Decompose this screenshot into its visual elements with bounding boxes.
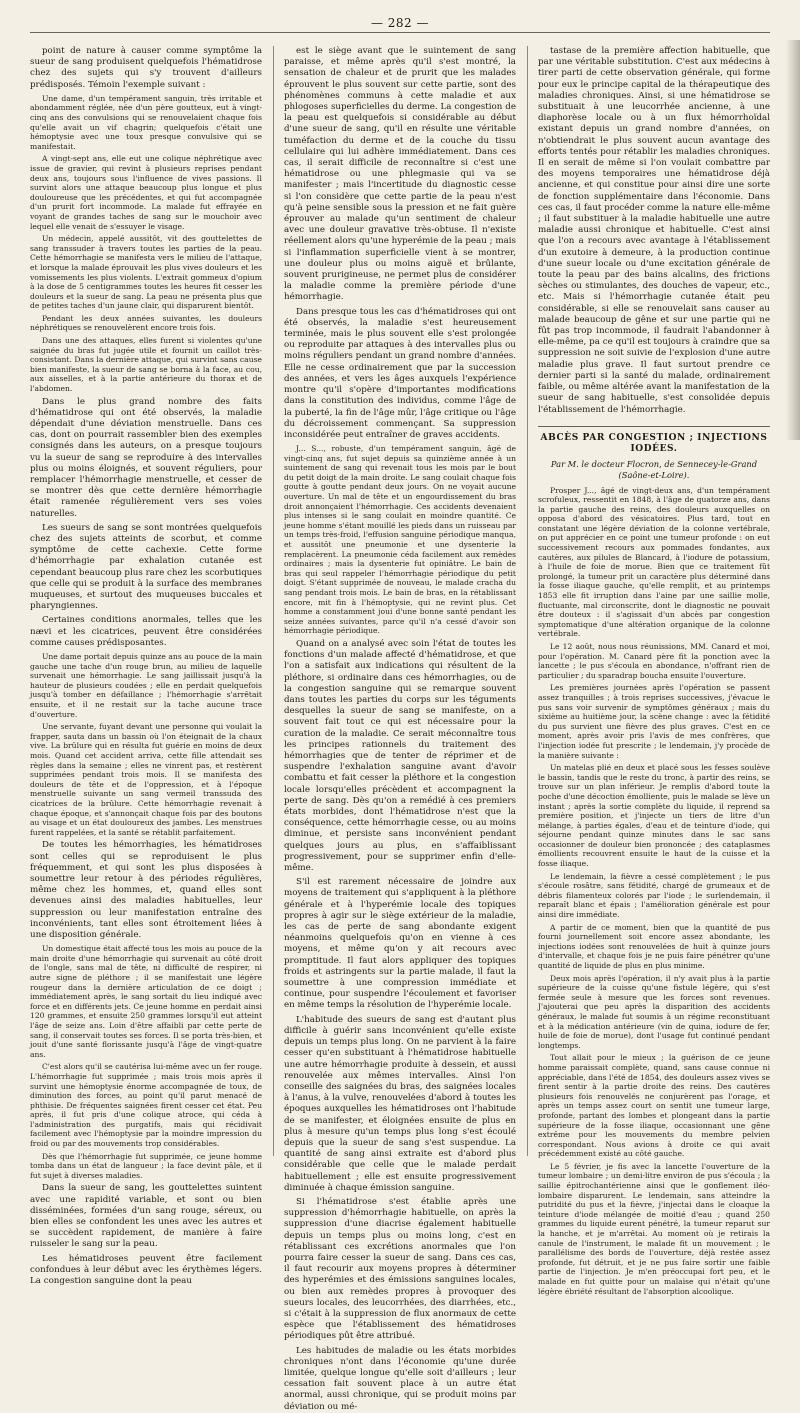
paragraph: Dans une des attaques, elles furent si violentes qu'une saignée du bras fut jugée utile et fournit un caillot très-consistant. Dans la dernière attaque, qui survint sans cause bien manifeste, la sueur de sang se borna à la face, au cou, aux aisselles, et à la partie antérieure du thorax et de l'abdomen. [30, 336, 262, 394]
paragraph: Les premières journées après l'opération se passent assez tranquilles ; à trois reprises successives, j'évacue le pus sans voir survenir de symptômes généraux ; mais du sixième au huitième jour, la scène change : avec la fétidité du pus survient une fièvre des plus graves. C'est en ce moment, après avoir pris l'avis de mes confrères, que l'injection iodée fut prescrite ; le lendemain, j'y procède de la manière suivante : [538, 683, 770, 760]
paragraph: Prosper J..., âgé de vingt-deux ans, d'un tempérament scrofuleux, ressentit en 1848, à l'âge de quatorze ans, dans la partie gauche des reins, des douleurs auxquelles on opposa d'abord des vésicatoires. Plus tard, tout en constatant une légère déviation de la colonne vertébrale, on put apprécier en ce point une tumeur profonde : on eut successivement recours aux pommades fondantes, aux cautères, aux pilules de Blancard, à l'iodure de potassium, à l'huile de foie de morue. Bien que ce traitement fût prolongé, la tumeur prit un caractère plus déterminé dans la fosse iliaque gauche, qu'elle remplit, et au printemps 1853 elle fit irruption dans l'aine par une saillie molle, fluctuante, mal circonscrite, dont le diagnostic ne pouvait être douteux : il s'agissait d'un abcès par congestion symptomatique d'une altération organique de la colonne vertébrale. [538, 485, 770, 639]
column-divider [273, 46, 274, 1156]
paragraph: Dans la sueur de sang, les gouttelettes suintent avec une rapidité variable, et sont ou bien disséminées, formées d'un sang rouge, séreux, ou bien elles se confondent les unes avec les autres et se succèdent rapidement, de manière à faire ruisseler le sang sur la peau. [30, 1183, 262, 1250]
paragraph: Dans presque tous les cas d'hématidroses qui ont été observés, la maladie s'est heureusement terminée, mais le plus souvent elle s'est prolongée ou reproduite par attaques à des intervalles plus ou moins réguliers pendant un grand nombre d'années. Elle ne cesse ordinairement que par la succession des années, et vers les âges auxquels l'expérience montre qu'il s'opère d'importantes modifications dans la constitution des individus, comme l'âge de la puberté, la fin de l'âge mûr, l'âge critique ou l'âge du décroissement commençant. Sa suppression inconsidérée peut entraîner de graves accidents. [284, 306, 516, 440]
paragraph: Le 12 août, nous nous réunissions, MM. Canard et moi, pour l'opération. M. Canard père fit la ponction avec la lancette ; le pus s'écoula en abondance, n'offrant rien de particulier ; du sparadrap boucha ensuite l'ouverture. [538, 642, 770, 680]
column-right-top [538, 46, 770, 416]
paragraph: Les hématidroses peuvent être facilement confondues à leur début avec les érythèmes légers. La congestion sanguine dont la peau [30, 1253, 262, 1287]
page-edge-shadow [786, 40, 800, 440]
paragraph: Dans le plus grand nombre des faits d'hématidrose qui ont été observés, la maladie dépendait d'une déviation menstruelle. Dans ces cas, dont on pourrait rassembler bien des exemples consignés dans les auteurs, on a presque toujours vu la sueur de sang se reproduire à des intervalles plus ou moins éloignés, et souvent réguliers, pour remplacer l'hémorrhagie menstruelle, et cesser de se montrer dès que cette dernière hémorrhagie était ramenée régulièrement vers ses voies naturelles. [30, 396, 262, 519]
paragraph: Si l'hématidrose s'est établie après une suppression d'hémorrhagie habituelle, on après la suppression d'une diacrise également habituelle depuis un temps plus ou moins long, c'est en rétablissant ces excrétions anormales que l'on pourra faire cesser la sueur de sang. Dans ces cas, il faut recourir aux moyens propres à déterminer des hyperémies et des émissions sanguines locales, ou bien aux remèdes propres à provoquer des sueurs locales, des leucorrhées, des diarrhées, etc., si c'était à la suppression de flux anormaux de cette espèce que l'établissement des hématidroses périodiques pût être attribué. [284, 1196, 516, 1342]
paragraph: Un matelas plié en deux et placé sous les fesses soulève le bassin, tandis que le reste du tronc, à partir des reins, se trouve sur un plan inférieur. Je remplis d'abord toute la poche d'une décoction émolliente, puis le malade se lève un instant ; après la sortie complète du liquide, il reprend sa première position, et j'injecte un tiers de litre d'un mélange, à parties égales, d'eau et de teinture d'iode, qui séjourne pendant quinze minutes dans le sac sans occasionner de douleur bien prononcée ; des cataplasmes émollients recouvrent ensuite le haut de la cuisse et la fosse iliaque. [538, 763, 770, 869]
paragraph: Un médecin, appelé aussitôt, vit des gouttelettes de sang transsuder à travers toutes les parties de la peau. Cette hémorrhagie se manifesta vers le milieu de l'attaque, et lorsque la malade éprouvait les plus vives douleurs et les vomissements les plus violents. L'extrait gommeux d'opium à la dose de 5 centigrammes toutes les heures fit cesser les douleurs et la sueur de sang. La peau ne présenta plus que de petites taches d'un jaune clair, qui disparurent bientôt. [30, 234, 262, 311]
paragraph: De toutes les hémorrhagies, les hématidroses sont celles qui se reproduisent le plus fréquemment, et qui sont les plus disposées à soumettre leur retour à des périodes régulières, même chez les hommes, et, quand elles sont devenues ainsi des maladies habituelles, leur suppression ou leur manifestation entraîne des inconvénients, tant elles sont étroitement liées à une disposition générale. [30, 840, 262, 940]
paragraph: A partir de ce moment, bien que la quantité de pus fourni journellement soit encore assez abondante, les injections iodées sont renouvelées de huit à quinze jours d'intervalle, et chaque fois je ne puis faire pénétrer qu'une quantité de liquide de plus en plus minime. [538, 922, 770, 971]
paragraph: Certaines conditions anormales, telles que les nævi et les cicatrices, peuvent être considérées comme causes prédisposantes. [30, 615, 262, 648]
paragraph: Dès que l'hémorrhagie fut supprimée, ce jeune homme tomba dans un état de langueur ; la face devint pâle, et il fut sujet à diverses maladies. [30, 1151, 262, 1180]
paragraph: Les sueurs de sang se sont montrées quelquefois chez des sujets atteints de scorbut, et comme symptôme de cette cachexie. Cette forme d'hémorrhagie par exhalation cutanée est cependant beaucoup plus rare chez les scorbutiques que celle qui se produit à la surface des membranes muqueuses, et surtout des muqueuses buccales et pharyngiennes. [30, 522, 262, 612]
page-number: — 282 — [370, 16, 430, 30]
paragraph: est le siège avant que le suintement de sang paraisse, et même après qu'il s'est montré, la sensation de chaleur et de prurit que les malades éprouvent le plus souvent sur cette partie, sont des phénomènes communs à cette maladie et aux phlogoses superficielles du derme. La congestion de la peau est quelquefois si considérable au début d'une sueur de sang, qu'il en résulte une véritable tuméfaction du derme et de la couche du tissu cellulaire qui lui adhère immédiatement. Dans ces cas, il serait difficile de reconnaître si c'est une hématidrose ou une phlegmasie qui va se manifester ; mais l'incertitude du diagnostic cesse si l'on considère que cette partie de la peau n'est qu'à peine sensible sous la pression et ne fait guère éprouver au malade qu'un sentiment de chaleur avec une douleur gravative très-obtuse. Il n'existe réellement alors qu'une hyperémie de la peau ; mais si l'inflammation superficielle vient à se montrer, une douleur plus ou moins aiguë et brûlante, souvent prurigineuse, ne permet plus de considérer la maladie comme la première période d'une hémorrhagie. [284, 46, 516, 303]
paragraph: C'est alors qu'il se cautérisa lui-même avec un fer rouge. L'hémorrhagie fut supprimée ; mais trois mois après il survint une hémoptysie énorme accompagnée de toux, de diminution des forces, au point qu'il parut menacé de phthisie. De fréquentes saignées firent cesser cet état. Peu après, il fut pris d'une colique atroce, qui céda à l'administration des purgatifs, mais qui récidivait facilement avec l'hémoptysie par la moindre impression du froid ou par des mouvements trop considérables. [30, 1062, 262, 1149]
page-header [30, 16, 770, 33]
paragraph: Le lendemain, la fièvre a cessé complètement ; le pus s'écoule rosâtre, sans fétidité, chargé de grumeaux et de débris filamenteux colorés par l'iode ; le surlendemain, il reparaît blanc et épais ; l'amélioration générale est pour ainsi dire immédiate. [538, 871, 770, 920]
paragraph: point de nature à causer comme symptôme la sueur de sang produisent quelquefois l'hématidrose chez des sujets qui s'y trouvent d'ailleurs prédisposés. Témoin l'exemple suivant : [30, 46, 262, 90]
column-divider [527, 46, 528, 1156]
column-middle [284, 46, 516, 1412]
paragraph: Une servante, fuyant devant une personne qui voulait la frapper, sauta dans un bassin où l'on éteignait de la chaux vive. La brûlure qui en résulta fut guérie en moins de deux mois. Quand cet accident arriva, cette fille attendait ses règles dans la semaine ; elles ne vinrent pas, et restèrent supprimées pendant trois mois. Il se manifesta des douleurs de tête et de l'oppression, et à l'époque menstruelle suivante un sang vermeil transsuda des cicatrices de la brûlure. Cette hémorrhagie revenait à chaque époque, et s'annonçait chaque fois par des boutons au visage et un état douloureux des jambes. Les menstrues furent rappelées, et la santé se rétablit parfaitement. [30, 722, 262, 837]
section-byline: Par M. le docteur Flocron, de Sennecey-le-Grand (Saône-et-Loire). [550, 459, 758, 481]
column-left [30, 46, 262, 1287]
paragraph: Le 5 février, je fis avec la lancette l'ouverture de la tumeur lombaire ; un demi-litre environ de pus s'écoula ; la saillie épitrochantérienne ainsi que le gonflement iléo-lombaire disparurent. Le lendemain, sans atteindre la putridité du pus et la fièvre, j'injectai dans le cloaque la teinture d'iode mélangée de moitié d'eau ; quand 250 grammes du liquide eurent pénétré, la tumeur reparut sur la hanche, et je m'arrêtai. Au moment où je retirais la canule de l'instrument, le malade fit un mouvement ; le parallélisme des bords de l'ouverture, déjà restée assez profonde, fut détruit, et je ne pus faire sortir une faible partie de l'injection. Je m'en préoccupai fort peu, et le malade en fut quitte pour un malaise qui n'était qu'une légère ébriété résultant de l'absorption alcoolique. [538, 1161, 770, 1296]
paragraph: Tout allait pour le mieux ; la guérison de ce jeune homme paraissait complète, quand, sans cause connue ni appréciable, dans l'été de 1854, des douleurs assez vives se firent sentir à la partie droite des reins. Des cautères plusieurs fois renouvelés ne conjurèrent pas l'orage, et après un temps assez court on sentit une tumeur large, profonde, partant des lombes et plongeant dans la partie supérieure de la fosse iliaque, occasionnant une gêne extrême pour les mouvements du membre pelvien correspondant. Nous avions à droite ce qui avait précédemment existé au côté gauche. [538, 1053, 770, 1159]
paragraph: Deux mois après l'opération, il n'y avait plus à la partie supérieure de la cuisse qu'une fistule légère, qui s'est fermée seule à mesure que les forces sont revenues. J'ajouterai que peu après la disparition des accidents généraux, le malade fut soumis à un régime reconstituant et à la médication antérieure (vin de quina, iodure de fer, huile de foie de morue), dont l'usage fut continué pendant longtemps. [538, 973, 770, 1050]
paragraph: A vingt-sept ans, elle eut une colique néphrétique avec issue de gravier, qui revint à plusieurs reprises pendant deux ans, toujours sous l'influence de vives passions. Il survint alors une attaque beaucoup plus longue et plus douloureuse que les précédentes, et qui fut accompagnée d'un prurit fort incommode. La malade fut effrayée en voyant de grandes taches de sang sur le mouchoir avec lequel elle venait de s'essuyer le visage. [30, 154, 262, 231]
paragraph: Un domestique était affecté tous les mois au pouce de la main droite d'une hémorrhagie qui survenait au côté droit de l'ongle, sans mal de tête, ni difficulté de respirer, ni autre signe de pléthore ; il se manifestait une légère rougeur dans la dernière articulation de ce doigt ; immédiatement après, le sang sortait du lieu indiqué avec force et en différents jets. Ce jeune homme en perdait ainsi 120 grammes, et ensuite 250 grammes lorsqu'il eut atteint l'âge de seize ans. Loin d'être affaibli par cette perte de sang, il conservait toutes ses forces. Il se porta très-bien, et jouit d'une santé florissante jusqu'à l'âge de vingt-quatre ans. [30, 944, 262, 1059]
paragraph: S'il est rarement nécessaire de joindre aux moyens de traitement qui s'appliquent à la pléthore générale et à l'hyperémie locale des topiques propres à agir sur le siège extérieur de la maladie, les cas de perte de sang abondante exigent néanmoins quelquefois qu'on en vienne à ces moyens, et même qu'on y ait recours avec promptitude. Il faut alors appliquer des topiques froids et astringents sur la partie malade, il faut la soumettre à une compression immédiate et continue, pour suspendre l'écoulement et favoriser en même temps la résolution de l'hyperémie locale. [284, 877, 516, 1011]
paragraph: Une dame, d'un tempérament sanguin, très irritable et abondamment réglée, née d'un père goutteux, eut à vingt-cinq ans des convulsions qui se renouvelaient chaque fois qu'elle avait un vif chagrin; quelquefois c'était une hémoptysie avec une toux presque convulsive qui se manifestait. [30, 93, 262, 151]
paragraph: Les habitudes de maladie ou les états morbides chroniques n'ont dans l'économie qu'une durée limitée, quelque longue qu'elle soit d'ailleurs ; leur cessation fait souvent place à un autre état anormal, aussi chronique, qui se produit moins par déviation ou mé- [284, 1345, 516, 1412]
paragraph: Quand on a analysé avec soin l'état de toutes les fonctions d'un malade affecté d'hématidrose, et que l'on a satisfait aux indications qui résultent de la pléthore, si ordinaire dans ces hémorrhagies, ou de la congestion sanguine qui se remarque souvent dans toutes les parties du corps sur les téguments desquelles la sueur de sang se manifeste, on a souvent fait tout ce qui est nécessaire pour la curation de la maladie. Ce serait méconnaître tous les principes rationnels du traitement des hémorrhagies que de tenter de réprimer et de suspendre l'exhalation sanguine avant d'avoir combattu et fait cesser la pléthore et la congestion locale lorsqu'elles précèdent et accompagnent la perte de sang. Dès qu'on a remédié à ces premiers états morbides, dont l'hématidrose n'est que la conséquence, cette hémorrhagie cesse, ou au moins diminue, et persiste sans inconvénient pendant quelques jours au plus, en s'affaiblissant progressivement, pour se supprimer enfin d'elle-même. [284, 638, 516, 874]
paragraph: J... S..., robuste, d'un tempérament sanguin, âgé de vingt-cinq ans, fut sujet depuis sa quinzième année à un suintement de sang qui revenait tous les mois par le bout du petit doigt de la main droite. Le sang coulait chaque fois goutte à goutte pendant deux jours. On ne voyait aucune ouverture. Un mal de tête et un engourdissement du bras droit annonçaient l'hémorrhagie. Ces accidents devenaient plus intenses si le sang coulait en moindre quantité. Ce jeune homme s'étant mouillé les pieds dans un ruisseau par un temps très-froid, l'effusion sanguine périodique manqua, et aussitôt une pneumonie et une dysenterie la remplacèrent. La pneumonie céda facilement aux remèdes ordinaires ; mais la dysenterie fut opiniâtre. Le bain de bras qui seul rappeler l'hémorrhagie périodique du petit doigt. S'étant supprimée de nouveau, le malade cracha du sang pendant trois mois. Le bain de bras, en la rétablissant encore, mit fin à l'hémoptysie, qui ne revint plus. Cet homme a constamment joui d'une bonne santé pendant les seize années suivantes, parce qu'il n'a cessé d'avoir son hémorrhagie périodique. [284, 444, 516, 636]
paragraph: Pendant les deux années suivantes, les douleurs néphrétiques se renouvelèrent encore trois fois. [30, 313, 262, 333]
paragraph: tastase de la première affection habituelle, que par une véritable substitution. C'est aux médecins à tirer parti de cette observation générale, qui forme pour eux le principe capital de la thérapeutique des maladies chroniques. Ainsi, si une hématidrose se substituait à une leucorrhée ancienne, à une diaphorèse locale ou à un flux hémorrhoïdal existant depuis un grand nombre d'années, on n'obtiendrait le plus souvent aucun avantage des efforts tentés pour rétablir les maladies chroniques. Il en serait de même si l'on voulait combattre par des moyens temporaires une hématidrose déjà ancienne, et qui constitue pour ainsi dire une sorte de fonction supplémentaire dans l'économie. Dans ces cas, il faut procéder comme la nature elle-même ; il faut substituer à la maladie habituelle une autre maladie aussi chronique et habituelle. C'est ainsi que l'on a recours avec avantage à l'établissement d'un exutoire à demeure, à la production continue d'une sueur locale ou d'une excitation générale de toute la peau par des bains alcalins, des frictions sèches ou stimulantes, des douches de vapeur, etc., etc. Mais si l'hémorrhagie cutanée était peu considérable, si elle se renouvelait sans causer au malade beaucoup de gêne et sur une partie qui ne fût pas trop incommode, il faudrait l'abandonner à elle-même, pa ce qu'il est toujours à craindre que sa suppression ne soit suivie de l'explosion d'une autre maladie plus grave. Il faut surtout prendre ce dernier parti si la santé du malade, ordinairement faible, ou même altérée avant la manifestation de la sueur de sang habituelle, s'est consolidée depuis l'établissement de l'hémorrhagie. [538, 46, 770, 415]
column-right [538, 46, 770, 1296]
section-title: ABCÈS PAR CONGESTION ; INJECTIONS IODÉES. [538, 426, 770, 455]
paragraph: L'habitude des sueurs de sang est d'autant plus difficile à guérir sans inconvénient qu'elle existe depuis un temps plus long. On ne parvient à la faire cesser qu'en substituant à l'hématidrose habituelle une autre hémorrhagie produite à dessein, et aussi renouvelée aux mêmes intervalles. Ainsi l'on conseille des saignées du bras, des saignées locales à l'anus, à la vulve, renouvelées d'abord à toutes les époques auxquelles les hématidroses ont l'habitude de se manifester, et éloignées ensuite de plus en plus à mesure qu'un temps plus long s'est écoulé depuis que la sueur de sang s'est suspendue. La quantité de sang ainsi extraite est d'abord plus considérable que celle que le malade perdait habituellement ; elle est ensuite progressivement diminuée à chaque émission sanguine. [284, 1014, 516, 1193]
paragraph: Une dame portait depuis quinze ans au pouce de la main gauche une tache d'un rouge brun, au milieu de laquelle survenait une hémorrhagie. Le sang jaillissait jusqu'à la hauteur de plusieurs coudées ; elle en perdait quelquefois jusqu'à tomber en défaillance ; l'hémorrhagie s'arrêtait ensuite, et il ne restait sur la tache aucune trace d'ouverture. [30, 652, 262, 719]
column-right-bottom [538, 486, 770, 1297]
